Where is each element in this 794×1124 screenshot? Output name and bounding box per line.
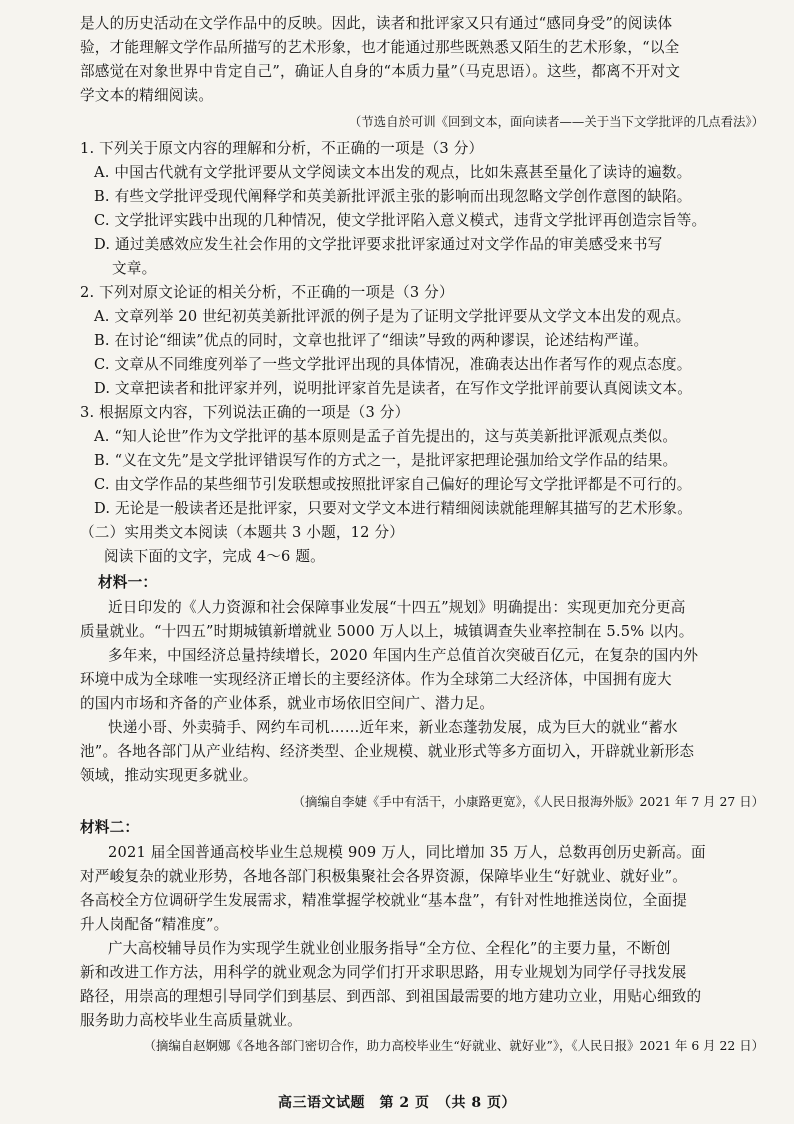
material-2-line: 升人岗配备“精准度”。 [80, 916, 229, 933]
question-3-option-b: B. “义在文先”是文学批评错误写作的方式之一，是批评家把理论强加给文学作品的结果。 [94, 452, 678, 469]
passage-line: 学文本的精细阅读。 [80, 87, 214, 104]
question-3-option-c: C. 由文学作品的某些细节引发联想或按照批评家自己偏好的理论写文学批评都是不可行的。 [94, 476, 692, 493]
question-2-stem: 2. 下列对原文论证的相关分析，不正确的一项是（3 分） [80, 284, 454, 301]
material-2-source: （摘编自赵婀娜《各地各部门密切合作，助力高校毕业生“好就业、就好业”》，《人民日报》2021 年 6 月 22 日） [143, 1038, 764, 1053]
question-1-option-a: A. 中国古代就有文学批评要从文学阅读文本出发的观点，比如朱熹甚至量化了读诗的遍数。 [94, 164, 692, 181]
question-2-option-a: A. 文章列举 20 世纪初英美新批评派的例子是为了证明文学批评要从文学文本出发的观点。 [94, 308, 691, 325]
question-1-option-d: D. 通过美感效应发生社会作用的文学批评要求批评家通过对文学作品的审美感受来书写 [94, 236, 663, 253]
question-3-option-d: D. 无论是一般读者还是批评家，只要对文学文本进行精细阅读就能理解其描写的艺术形象。 [94, 500, 693, 517]
question-2-option-d: D. 文章把读者和批评家并列，说明批评家首先是读者，在写作文学批评前要认真阅读文本。 [94, 380, 693, 397]
material-1-line: 质量就业。“十四五”时期城镇新增就业 5000 万人以上，城镇调查失业率控制在 5.5% 以内。 [80, 623, 694, 640]
material-1-line: 多年来，中国经济总量持续增长，2020 年国内生产总值首次突破百亿元，在复杂的国内外 [108, 647, 699, 664]
material-2-line: 对严峻复杂的就业形势，各地各部门积极集聚社会各界资源，保障毕业生“好就业、就好业”。 [80, 868, 688, 885]
material-1-line: 近日印发的《人力资源和社会保障事业发展“十四五”规划》明确提出：实现更加充分更高 [108, 599, 686, 616]
material-1-line: 领域，推动实现更多就业。 [80, 767, 258, 784]
passage-line: 验，才能理解文学作品所描写的艺术形象，也才能通过那些既熟悉又陌生的艺术形象，“以全 [80, 39, 680, 56]
question-1-stem: 1. 下列关于原文内容的理解和分析，不正确的一项是（3 分） [80, 140, 484, 157]
question-1-option-c: C. 文学批评实践中出现的几种情况，使文学批评陷入意义模式，违背文学批评再创造宗旨等。 [94, 212, 707, 229]
question-2-option-c: C. 文章从不同维度列举了一些文学批评出现的具体情况，准确表达出作者写作的观点态度。 [94, 356, 692, 373]
material-1-line: 环境中成为全球唯一实现经济正增长的主要经济体。作为全球第二大经济体，中国拥有庞大 [80, 671, 672, 688]
material-2-line: 路径，用崇高的理想引导同学们到基层、到西部、到祖国最需要的地方建功立业，用贴心细致的 [80, 988, 702, 1005]
material-2-line: 广大高校辅导员作为实现学生就业创业服务指导“全方位、全程化”的主要力量，不断创 [108, 940, 671, 957]
question-1-option-b: B. 有些文学批评受现代阐释学和英美新批评派主张的影响而出现忽略文学创作意图的缺陷。 [94, 188, 692, 205]
material-2-line: 新和改进工作方法，用科学的就业观念为同学们打开求职思路，用专业规划为同学仔寻找发展 [80, 964, 687, 981]
material-1-source: （摘编自李婕《手中有活干，小康路更宽》，《人民日报海外版》2021 年 7 月 27 日） [292, 794, 764, 809]
question-3-stem: 3. 根据原文内容，下列说法正确的一项是（3 分） [80, 404, 410, 421]
material-2-line: 服务助力高校毕业生高质量就业。 [80, 1012, 302, 1029]
material-1-line: 的国内市场和齐备的产业体系，就业市场依旧空间广、潜力足。 [80, 695, 495, 712]
page-footer: 高三语文试题 第 2 页 （共 8 页） [278, 1095, 516, 1111]
section-2-instruction: 阅读下面的文字，完成 4～6 题。 [104, 548, 325, 565]
passage-line: 是人的历史活动在文学作品中的反映。因此，读者和批评家又只有通过“感同身受”的阅读体 [80, 15, 673, 32]
material-1-line: 池”。各地各部门从产业结构、经济类型、企业规模、就业形式等多方面切入，开辟就业新形态 [80, 743, 695, 760]
material-2-line: 2021 届全国普通高校毕业生总规模 909 万人，同比增加 35 万人，总数再创历史新高。面 [108, 844, 706, 861]
question-1-option-d-cont: 文章。 [112, 260, 157, 277]
passage-line: 部感觉在对象世界中肯定自己”，确证人自身的“本质力量”（马克思语）。这些，都离不开对文 [80, 63, 681, 80]
material-1-line: 快递小哥、外卖骑手、网约车司机……近年来，新业态蓬勃发展，成为巨大的就业“蓄水 [108, 719, 678, 736]
section-2-heading: （二）实用类文本阅读（本题共 3 小题，12 分） [80, 524, 405, 541]
material-2-title: 材料二： [80, 819, 140, 836]
material-2-line: 各高校全方位调研学生发展需求，精准掌握学校就业“基本盘”，有针对性地推送岗位，全面提 [80, 892, 688, 909]
question-3-option-a: A. “知人论世”作为文学批评的基本原则是孟子首先提出的，这与英美新批评派观点类似。 [94, 428, 678, 445]
passage-source: （节选自於可训《回到文本，面向读者——关于当下文学批评的几点看法》） [348, 114, 764, 129]
material-1-title: 材料一： [98, 574, 158, 591]
question-2-option-b: B. 在讨论“细读”优点的同时，文章也批评了“细读”导致的两种谬误，论述结构严谨。 [94, 332, 649, 349]
